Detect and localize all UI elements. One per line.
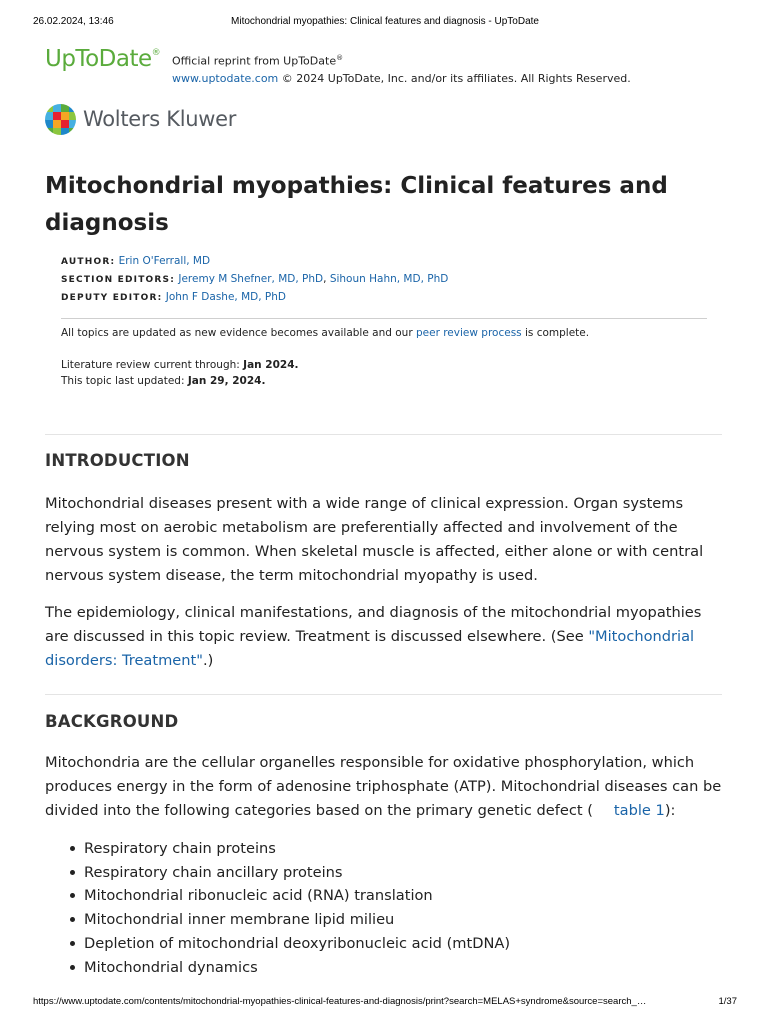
lit-review-label: Literature review current through: bbox=[61, 359, 244, 371]
author-label: AUTHOR: bbox=[61, 257, 116, 267]
section-editors-line: SECTION EDITORS: Jeremy M Shefner, MD, PhD, Sihoun Hahn, MD, PhD bbox=[61, 273, 449, 285]
background-para-text: Mitochondria are the cellular organelles responsible for oxidative phosphorylation, which produces energy in the form of adenosine triphosphate (ATP). Mitochondrial diseases can be divided into the following categories based on the primary genetic defect ( bbox=[45, 754, 722, 819]
background-paragraph bbox=[45, 751, 725, 823]
print-date: 26.02.2024, 13:46 bbox=[33, 16, 114, 27]
update-note-prefix: All topics are updated as new evidence becomes available and our bbox=[61, 327, 416, 339]
last-updated-line bbox=[61, 373, 711, 389]
wolters-kluwer-mosaic-icon bbox=[45, 104, 76, 135]
registered-mark: ® bbox=[151, 48, 161, 58]
table-1-link[interactable]: table 1 bbox=[613, 802, 665, 819]
deputy-editor-label: DEPUTY EDITOR: bbox=[61, 293, 163, 303]
uptodate-logo-text: UpToDate bbox=[45, 46, 152, 72]
print-page-title: Mitochondrial myopathies: Clinical features and diagnosis - UpToDate bbox=[231, 16, 539, 27]
introduction-paragraph-1: Mitochondrial diseases present with a wide range of clinical expression. Organ systems relying most on aerobic metabolism are preferentially affected and involvement of the nervous system is common. When skeletal muscle is affected, either alone or with central nervous system disease, the term mitochondrial myopathy is used. bbox=[45, 495, 704, 584]
list-item: Mitochondrial ribonucleic acid (RNA) translation bbox=[84, 884, 764, 908]
author-line bbox=[61, 253, 711, 271]
treatment-topic-link[interactable]: "Mitochondrial disorders: Treatment" bbox=[45, 628, 695, 669]
wolters-kluwer-name: Wolters Kluwer bbox=[83, 107, 237, 131]
uptodate-logo[interactable] bbox=[45, 46, 160, 72]
intro-para2-text: The epidemiology, clinical manifestations, and diagnosis of the mitochondrial myopathies are discussed in this topic review. Treatment is discussed elsewhere. (See bbox=[45, 604, 702, 645]
update-note bbox=[61, 325, 711, 342]
article-title: Mitochondrial myopathies: Clinical features and diagnosis bbox=[45, 173, 668, 236]
genetic-defect-categories-list bbox=[45, 837, 764, 979]
list-item: Respiratory chain ancillary proteins bbox=[84, 861, 764, 885]
deputy-editor-link[interactable]: John F Dashe, MD, PhD bbox=[165, 291, 286, 303]
reprint-notice bbox=[172, 50, 631, 87]
copyright-text: © 2024 UpToDate, Inc. and/or its affiliates. All Rights Reserved. bbox=[281, 71, 631, 85]
list-item: Mitochondrial dynamics bbox=[84, 956, 764, 980]
last-updated-label: This topic last updated: bbox=[61, 375, 188, 387]
reprint-registered-mark: ® bbox=[336, 54, 344, 62]
credits-divider bbox=[61, 318, 707, 319]
section-editors-label: SECTION EDITORS: bbox=[61, 275, 176, 285]
list-item: Depletion of mitochondrial deoxyribonucleic acid (mtDNA) bbox=[84, 932, 764, 956]
review-dates bbox=[61, 357, 711, 389]
background-heading: BACKGROUND bbox=[45, 712, 179, 731]
wolters-kluwer-logo[interactable] bbox=[45, 103, 305, 137]
deputy-editor-line bbox=[61, 289, 711, 307]
section-editor-link-1[interactable]: Jeremy M Shefner, MD, PhD bbox=[178, 273, 324, 285]
last-updated-date: Jan 29, 2024. bbox=[187, 375, 266, 387]
introduction-heading: INTRODUCTION bbox=[45, 451, 190, 470]
article-credits bbox=[61, 253, 711, 307]
intro-para2-end: .) bbox=[202, 652, 214, 669]
uptodate-site-link[interactable]: www.uptodate.com bbox=[172, 71, 279, 85]
lit-review-date: Jan 2024. bbox=[243, 359, 299, 371]
section-editor-link-2[interactable]: Sihoun Hahn, MD, PhD bbox=[329, 273, 449, 285]
reprint-line: Official reprint from UpToDate bbox=[172, 54, 337, 68]
update-note-suffix: is complete. bbox=[521, 327, 590, 339]
literature-review-line bbox=[61, 357, 711, 373]
list-item: Respiratory chain proteins bbox=[84, 837, 764, 861]
introduction-paragraph-2 bbox=[45, 601, 725, 673]
section-divider bbox=[45, 434, 722, 435]
brand-header bbox=[45, 46, 725, 86]
background-para-end: ): bbox=[664, 802, 676, 819]
page-number: 1/37 bbox=[718, 996, 737, 1007]
author-link[interactable]: Erin O'Ferrall, MD bbox=[118, 255, 211, 267]
peer-review-link[interactable]: peer review process bbox=[415, 327, 522, 339]
list-item: Mitochondrial inner membrane lipid milieu bbox=[84, 908, 764, 932]
print-url: https://www.uptodate.com/contents/mitochondrial-myopathies-clinical-features-and-diagnosis/print?search=MELAS+syndrome&source=search_… bbox=[33, 996, 647, 1007]
section-divider bbox=[45, 694, 722, 695]
